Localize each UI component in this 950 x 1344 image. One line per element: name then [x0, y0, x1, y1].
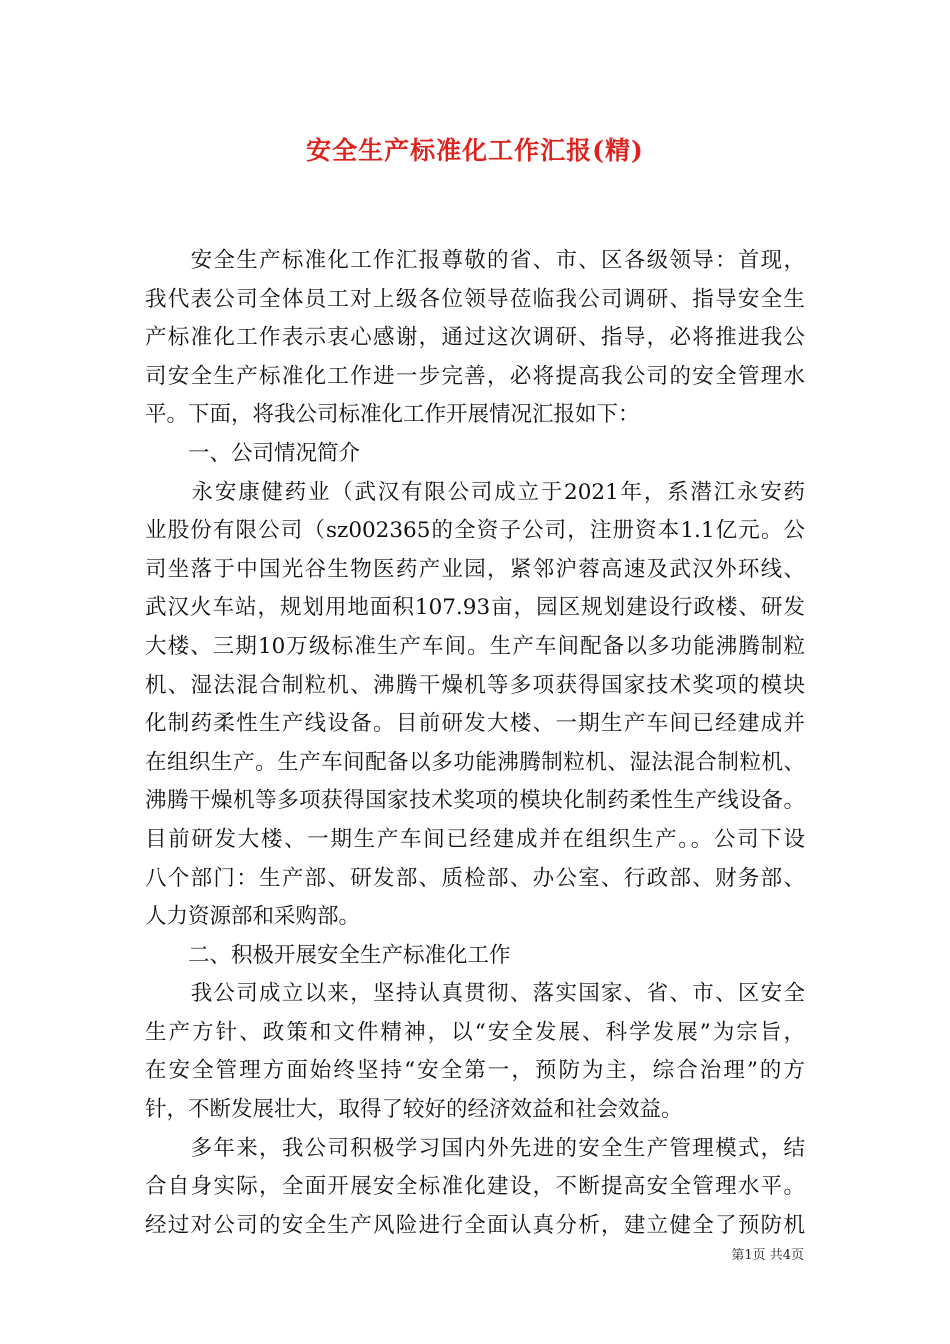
paragraph-line: 沸腾干燥机等多项获得国家技术奖项的模块化制药柔性生产线设备。	[145, 788, 805, 814]
paragraph-line: 在组织生产。生产车间配备以多功能沸腾制粒机、湿法混合制粒机、	[145, 749, 805, 775]
paragraph-line: 武汉火车站，规划用地面积107.93亩，园区规划建设行政楼、研发	[145, 595, 805, 621]
paragraph-line: 在安全管理方面始终坚持“安全第一，预防为主，综合治理”的方	[145, 1058, 805, 1084]
document-body	[145, 242, 805, 1245]
paragraph-line: 化制药柔性生产线设备。目前研发大楼、一期生产车间已经建成并	[145, 711, 805, 737]
paragraph-line: 二、积极开展安全生产标准化工作	[145, 942, 511, 968]
paragraph-line: 安全生产标准化工作汇报尊敬的省、市、区各级领导：首现，	[145, 248, 805, 273]
paragraph-line: 多年来，我公司积极学习国内外先进的安全生产管理模式，结	[145, 1135, 805, 1161]
paragraph-line: 目前研发大楼、一期生产车间已经建成并在组织生产。。公司下设	[145, 826, 805, 852]
paragraph-line: 生产方针、政策和文件精神，以“安全发展、科学发展”为宗旨，	[145, 1019, 805, 1045]
document-title: 安全生产标准化工作汇报(精)	[306, 136, 644, 165]
paragraph-line: 我代表公司全体员工对上级各位领导莅临我公司调研、指导安全生	[145, 286, 805, 312]
paragraph-line: 机、湿法混合制粒机、沸腾干燥机等多项获得国家技术奖项的模块	[145, 672, 805, 698]
paragraph-line: 人力资源部和采购部。	[145, 904, 361, 930]
paragraph-line: 针，不断发展壮大，取得了较好的经济效益和社会效益。	[145, 1097, 683, 1123]
paragraph-line: 平。下面，将我公司标准化工作开展情况汇报如下：	[145, 402, 640, 428]
paragraph-line: 我公司成立以来，坚持认真贯彻、落实国家、省、市、区安全	[145, 981, 805, 1007]
paragraph-line: 经过对公司的安全生产风险进行全面认真分析，建立健全了预防机	[145, 1212, 805, 1238]
paragraph-line: 司安全生产标准化工作进一步完善，必将提高我公司的安全管理水	[145, 363, 805, 389]
paragraph-line: 业股份有限公司（sz002365的全资子公司，注册资本1.1亿元。公	[145, 518, 805, 544]
paragraph-line: 八个部门：生产部、研发部、质检部、办公室、行政部、财务部、	[145, 865, 805, 891]
paragraph-line: 大楼、三期10万级标准生产车间。生产车间配备以多功能沸腾制粒	[145, 633, 805, 659]
paragraph-line: 一、公司情况简介	[145, 440, 361, 466]
page-footer: 第1页 共4页	[731, 1248, 804, 1263]
paragraph-line: 合自身实际，全面开展安全标准化建设，不断提高安全管理水平。	[145, 1174, 805, 1200]
paragraph-line: 司坐落于中国光谷生物医药产业园，紧邻沪蓉高速及武汉外环线、	[145, 556, 805, 582]
paragraph-line: 产标准化工作表示衷心感谢，通过这次调研、指导，必将推进我公	[145, 325, 805, 351]
paragraph-line: 永安康健药业（武汉有限公司成立于2021年，系潜江永安药	[145, 479, 805, 505]
